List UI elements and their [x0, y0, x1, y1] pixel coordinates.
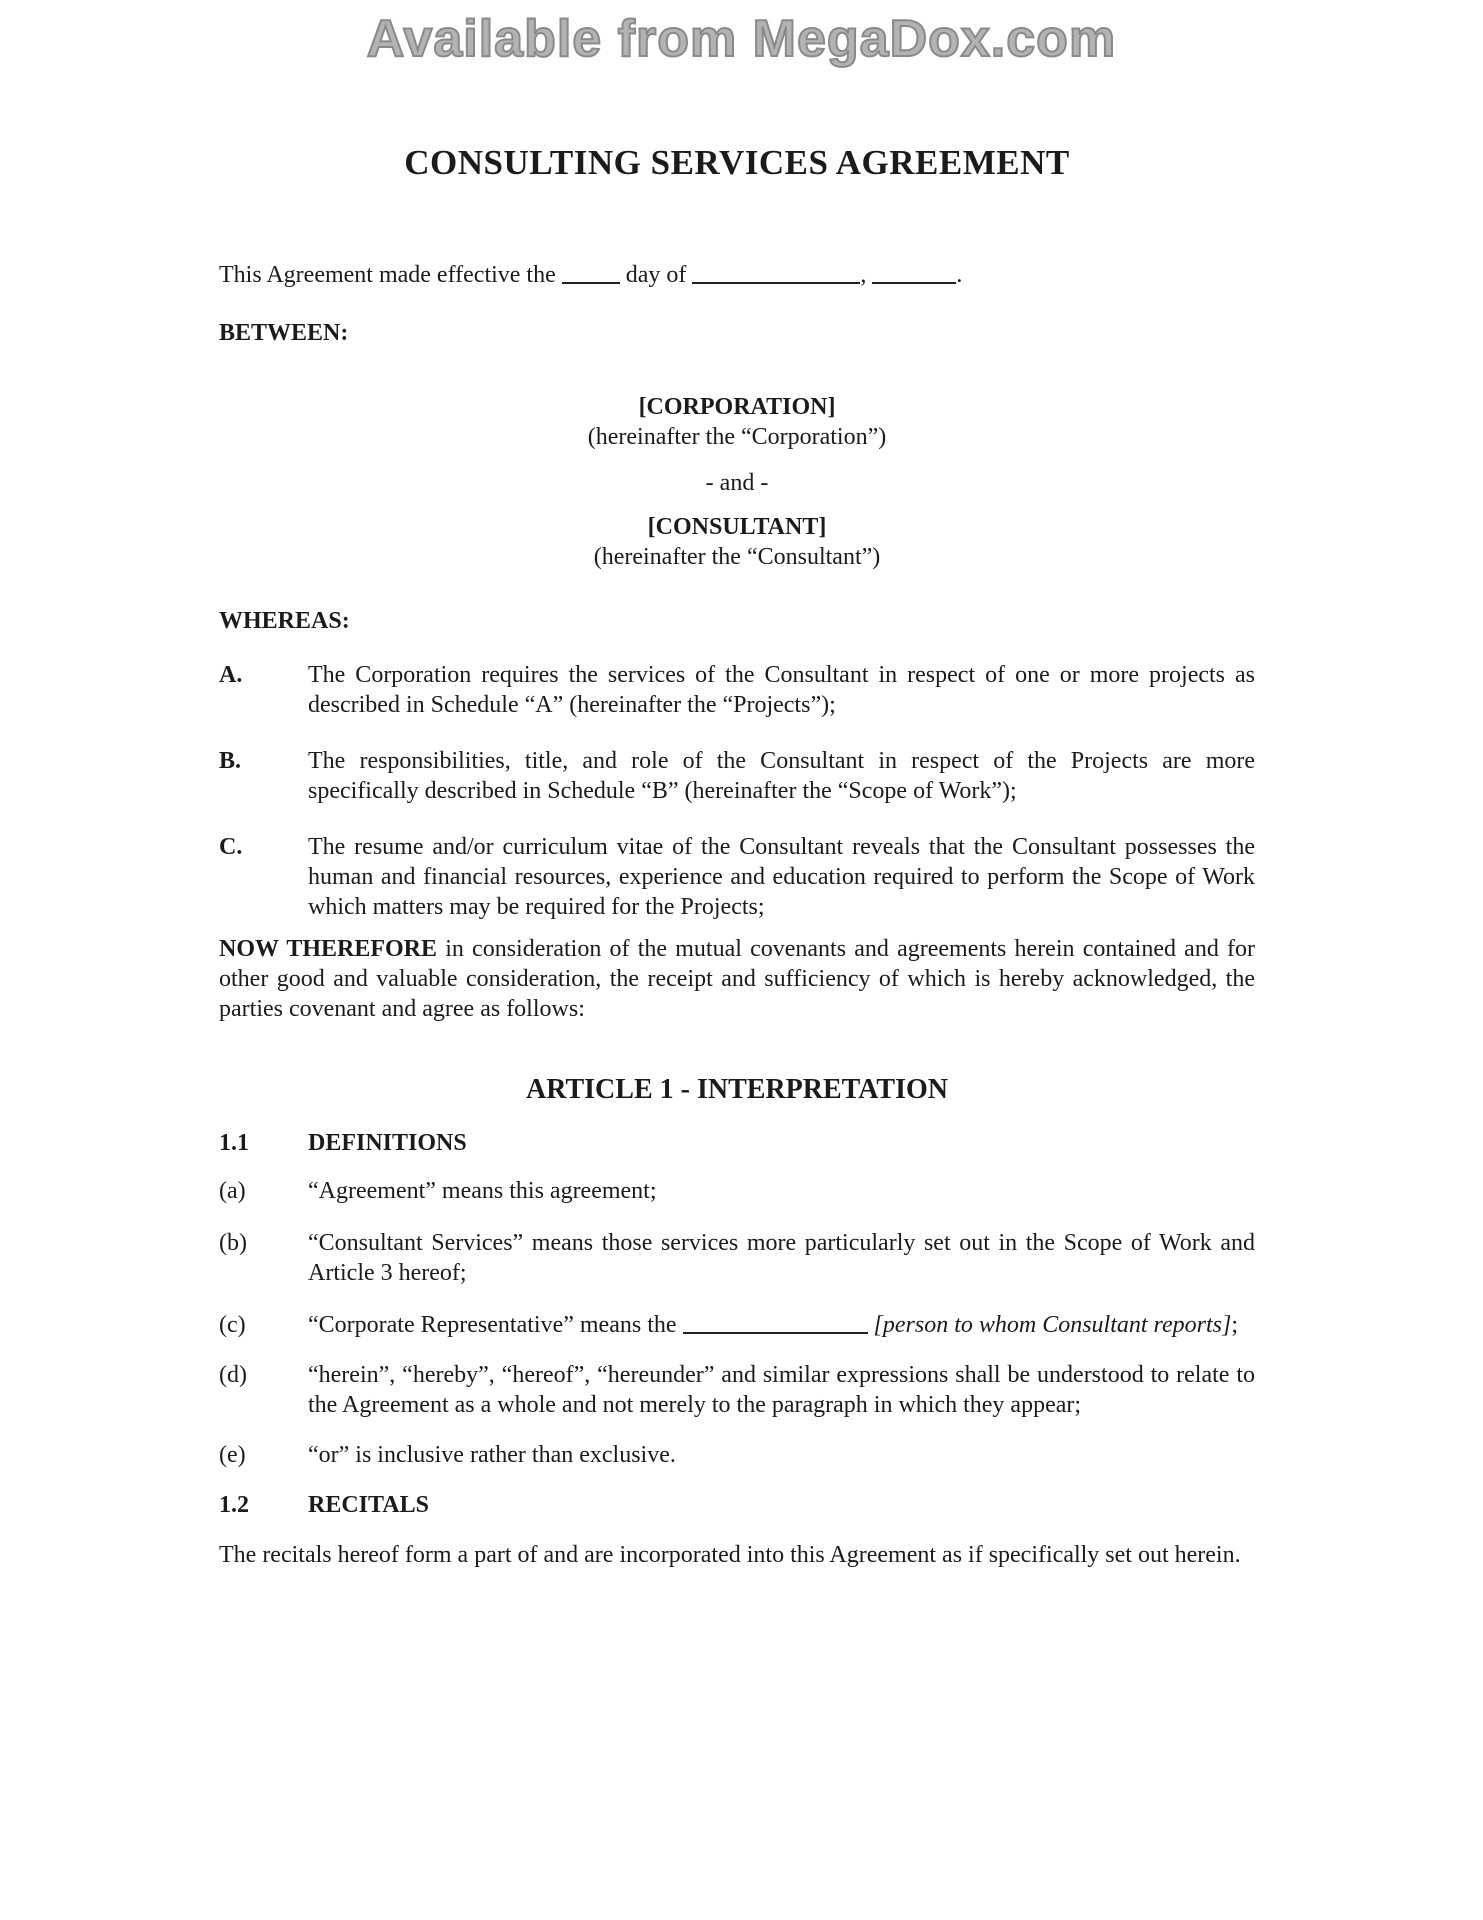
definition-item-b — [219, 1228, 1255, 1288]
recital-text: The responsibilities, title, and role of the Consultant in respect of the Projects are more specifically described in Schedule “B” (hereinafter the “Scope of Work”); — [308, 748, 1255, 804]
corporation-subtitle: (hereinafter the “Corporation”) — [587, 424, 887, 450]
definition-text: “or” is inclusive rather than exclusive. — [308, 1442, 676, 1468]
definition-text: “Consultant Services” means those services more particularly set out in the Scope of Work and Article 3 hereof; — [308, 1230, 1255, 1286]
recital-text: The resume and/or curriculum vitae of the Consultant reveals that the Consultant possesses the human and financial resources, experience and education required to perform the Scope of Work which matters may be required for the Projects; — [308, 834, 1255, 920]
recitals-incorporation-paragraph: The recitals hereof form a part of and are incorporated into this Agreement as if specifically set out herein. — [219, 1542, 1241, 1568]
parties-separator: - and - — [705, 470, 769, 496]
definition-item-c — [219, 1310, 1255, 1340]
representative-fill-in-blank — [683, 1320, 868, 1334]
effective-date-text-2: day of — [625, 262, 687, 288]
definition-label: (a) — [219, 1178, 246, 1204]
document-title: CONSULTING SERVICES AGREEMENT — [404, 143, 1070, 182]
section-title: DEFINITIONS — [308, 1130, 467, 1156]
definition-text: “herein”, “hereby”, “hereof”, “hereunder” and similar expressions shall be understood to relate to the Agreement as a whole and not merely to the paragraph in which they appear; — [308, 1362, 1255, 1418]
day-fill-in-blank — [562, 270, 620, 284]
article-1-heading: ARTICLE 1 - INTERPRETATION — [526, 1074, 948, 1105]
now-therefore-paragraph — [219, 934, 1255, 1024]
effective-date-text-1: This Agreement made effective the — [219, 262, 556, 288]
definition-item-e — [219, 1440, 1255, 1470]
section-number: 1.1 — [219, 1130, 249, 1156]
recital-item-c — [219, 832, 1255, 922]
recital-text: The Corporation requires the services of the Consultant in respect of one or more projects as described in Schedule “A” (hereinafter the “Projects”); — [308, 662, 1255, 718]
recital-item-b — [219, 746, 1255, 806]
consultant-subtitle: (hereinafter the “Consultant”) — [593, 544, 881, 570]
consultant-name: [CONSULTANT] — [647, 514, 827, 540]
definition-item-d — [219, 1360, 1255, 1420]
definition-label: (d) — [219, 1362, 247, 1388]
definition-text-pre: “Corporate Representative” means the — [308, 1312, 677, 1338]
effective-date-period: . — [956, 262, 963, 288]
whereas-label: WHEREAS: — [219, 608, 350, 634]
recital-item-a — [219, 660, 1255, 720]
section-1-2-heading — [219, 1490, 1255, 1520]
definition-text-post: ; — [1231, 1312, 1239, 1338]
watermark: Available from MegaDox.com — [366, 10, 1117, 68]
section-title: RECITALS — [308, 1492, 429, 1518]
definition-label: (c) — [219, 1312, 246, 1338]
definition-text-italic: [person to whom Consultant reports] — [873, 1312, 1232, 1338]
effective-date-line — [219, 260, 1255, 290]
between-label: BETWEEN: — [219, 320, 349, 346]
recital-label: B. — [219, 748, 242, 774]
definition-label: (b) — [219, 1230, 247, 1256]
definition-label: (e) — [219, 1442, 246, 1468]
section-1-1-heading — [219, 1128, 1255, 1158]
corporation-name: [CORPORATION] — [638, 394, 836, 420]
recital-label: A. — [219, 662, 243, 688]
definition-item-a — [219, 1176, 1255, 1206]
now-therefore-lead: NOW THEREFORE — [219, 936, 438, 962]
now-therefore-text: in consideration of the mutual covenants and agreements herein contained and for other good and valuable consideration, the receipt and sufficiency of which is hereby acknowledged, the parties covenant and agree as follows: — [219, 936, 1255, 1022]
document-body — [0, 140, 1483, 1570]
year-fill-in-blank — [872, 270, 956, 284]
recital-label: C. — [219, 834, 243, 860]
definition-text: “Agreement” means this agreement; — [308, 1178, 657, 1204]
effective-date-comma: , — [860, 262, 867, 288]
definition-text — [308, 1310, 1255, 1340]
section-number: 1.2 — [219, 1492, 249, 1518]
month-fill-in-blank — [692, 270, 860, 284]
